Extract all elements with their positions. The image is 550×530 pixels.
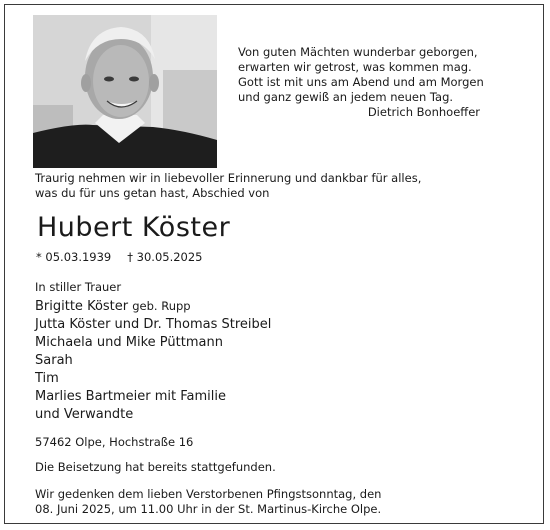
mourner-row — [35, 297, 271, 316]
burial-note: Die Beisetzung hat bereits stattgefunden. — [35, 460, 276, 474]
poem-line: und ganz gewiß an jedem neuen Tag. — [238, 90, 454, 104]
mourner-row: und Verwandte — [35, 407, 134, 422]
deceased-name: Hubert Köster — [37, 212, 231, 243]
portrait-image — [33, 15, 217, 168]
memorial-line: 08. Juni 2025, um 11.00 Uhr in der St. Martinus-Kirche Olpe. — [35, 502, 382, 516]
birth-date: * 05.03.1939 — [36, 250, 112, 264]
intro-line: Traurig nehmen wir in liebevoller Erinnerung und dankbar für alles, — [35, 171, 422, 185]
mourners-list — [35, 297, 271, 424]
mourner-row: Sarah — [35, 353, 73, 368]
mourner-name: Brigitte Köster — [35, 299, 129, 314]
poem-line: erwarten wir getrost, was kommen mag. — [238, 60, 472, 74]
death-date: † 30.05.2025 — [127, 250, 203, 264]
life-dates — [36, 250, 203, 265]
portrait-photo — [33, 15, 217, 168]
mourner-maiden-name: geb. Rupp — [132, 299, 191, 313]
mourners-label: In stiller Trauer — [35, 280, 122, 294]
family-address: 57462 Olpe, Hochstraße 16 — [35, 435, 194, 449]
poem-author: Dietrich Bonhoeffer — [367, 105, 480, 119]
notice-frame — [4, 4, 544, 524]
mourner-row: Michaela und Mike Püttmann — [35, 335, 223, 350]
intro-line: was du für uns getan hast, Abschied von — [35, 186, 270, 200]
poem-line: Von guten Mächten wunderbar geborgen, — [238, 45, 478, 59]
poem-block — [238, 45, 488, 120]
mourner-row: Jutta Köster und Dr. Thomas Streibel — [35, 317, 272, 332]
memorial-line: Wir gedenken dem lieben Verstorbenen Pfingstsonntag, den — [35, 487, 382, 501]
mourner-row: Tim — [35, 371, 59, 386]
memorial-service-text — [35, 487, 515, 517]
mourner-row: Marlies Bartmeier mit Familie — [35, 389, 226, 404]
intro-text — [35, 171, 515, 201]
poem-line: Gott ist mit uns am Abend und am Morgen — [238, 75, 484, 89]
